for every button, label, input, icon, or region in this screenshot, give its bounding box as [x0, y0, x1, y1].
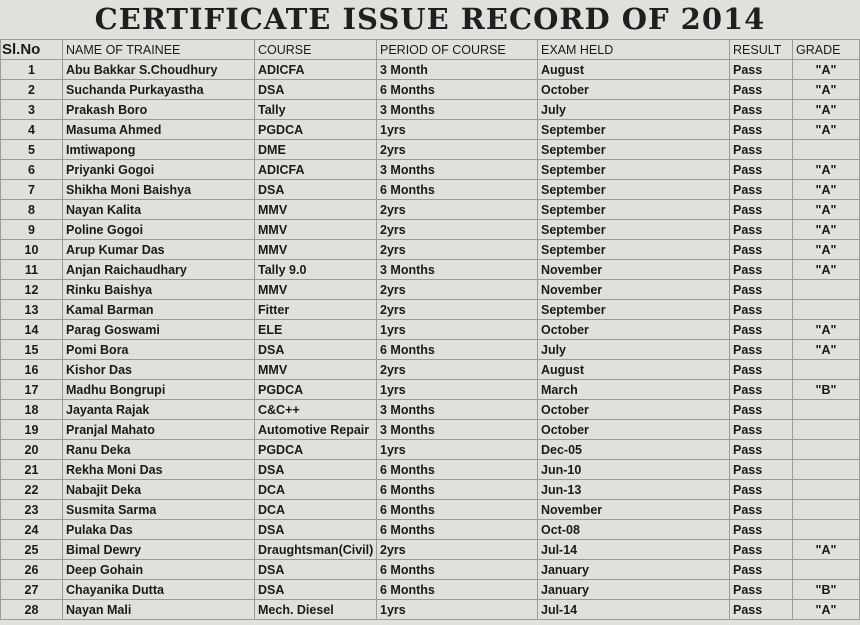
cell-exam-held: Dec-05: [538, 440, 730, 460]
cell-trainee-name: Nayan Kalita: [63, 200, 255, 220]
cell-period: 1yrs: [377, 120, 538, 140]
cell-exam-held: September: [538, 160, 730, 180]
cell-exam-held: September: [538, 140, 730, 160]
cell-course: Fitter: [255, 300, 377, 320]
cell-result: Pass: [730, 480, 793, 500]
cell-period: 2yrs: [377, 360, 538, 380]
cell-sl-no: 5: [1, 140, 63, 160]
cell-exam-held: November: [538, 260, 730, 280]
cell-course: MMV: [255, 240, 377, 260]
cell-period: 2yrs: [377, 300, 538, 320]
cell-course: DSA: [255, 560, 377, 580]
table-row: [1, 60, 860, 80]
table-row: [1, 200, 860, 220]
cell-course: DSA: [255, 580, 377, 600]
cell-sl-no: 17: [1, 380, 63, 400]
cell-result: Pass: [730, 440, 793, 460]
cell-trainee-name: Poline Gogoi: [63, 220, 255, 240]
table-row: [1, 420, 860, 440]
cell-sl-no: 1: [1, 60, 63, 80]
cell-result: Pass: [730, 120, 793, 140]
table-row: [1, 460, 860, 480]
table-row: [1, 80, 860, 100]
table-row: [1, 180, 860, 200]
cell-result: Pass: [730, 360, 793, 380]
cell-grade: "A": [793, 600, 860, 620]
cell-course: DSA: [255, 340, 377, 360]
table-row: [1, 360, 860, 380]
table-row: [1, 320, 860, 340]
cell-period: 6 Months: [377, 500, 538, 520]
cell-result: Pass: [730, 340, 793, 360]
cell-trainee-name: Anjan Raichaudhary: [63, 260, 255, 280]
cell-trainee-name: Masuma Ahmed: [63, 120, 255, 140]
header-row: [1, 40, 860, 60]
cell-result: Pass: [730, 180, 793, 200]
cell-trainee-name: Suchanda Purkayastha: [63, 80, 255, 100]
cell-trainee-name: Susmita Sarma: [63, 500, 255, 520]
cell-period: 1yrs: [377, 380, 538, 400]
cell-period: 6 Months: [377, 520, 538, 540]
table-row: [1, 600, 860, 620]
cell-grade: [793, 460, 860, 480]
cell-trainee-name: Nabajit Deka: [63, 480, 255, 500]
cell-sl-no: 16: [1, 360, 63, 380]
table-row: [1, 540, 860, 560]
cell-exam-held: Oct-08: [538, 520, 730, 540]
cell-grade: [793, 300, 860, 320]
cell-period: 1yrs: [377, 600, 538, 620]
cell-trainee-name: Deep Gohain: [63, 560, 255, 580]
cell-grade: "B": [793, 380, 860, 400]
cell-grade: [793, 140, 860, 160]
cell-grade: [793, 360, 860, 380]
cell-sl-no: 21: [1, 460, 63, 480]
cell-result: Pass: [730, 460, 793, 480]
cell-grade: "B": [793, 580, 860, 600]
cell-period: 2yrs: [377, 200, 538, 220]
cell-course: DSA: [255, 460, 377, 480]
certificate-table: [0, 39, 860, 620]
cell-sl-no: 6: [1, 160, 63, 180]
cell-sl-no: 24: [1, 520, 63, 540]
cell-trainee-name: Abu Bakkar S.Choudhury: [63, 60, 255, 80]
cell-course: DSA: [255, 80, 377, 100]
table-row: [1, 140, 860, 160]
cell-trainee-name: Jayanta Rajak: [63, 400, 255, 420]
cell-grade: [793, 280, 860, 300]
cell-course: MMV: [255, 280, 377, 300]
cell-trainee-name: Imtiwapong: [63, 140, 255, 160]
cell-grade: "A": [793, 200, 860, 220]
cell-exam-held: January: [538, 560, 730, 580]
cell-trainee-name: Shikha Moni Baishya: [63, 180, 255, 200]
cell-grade: "A": [793, 80, 860, 100]
cell-period: 3 Month: [377, 60, 538, 80]
cell-sl-no: 19: [1, 420, 63, 440]
cell-trainee-name: Bimal Dewry: [63, 540, 255, 560]
cell-trainee-name: Prakash Boro: [63, 100, 255, 120]
table-row: [1, 260, 860, 280]
table-row: [1, 480, 860, 500]
table-row: [1, 400, 860, 420]
cell-result: Pass: [730, 400, 793, 420]
cell-trainee-name: Nayan Mali: [63, 600, 255, 620]
cell-sl-no: 7: [1, 180, 63, 200]
cell-sl-no: 12: [1, 280, 63, 300]
cell-period: 1yrs: [377, 320, 538, 340]
cell-period: 6 Months: [377, 180, 538, 200]
cell-period: 2yrs: [377, 140, 538, 160]
cell-grade: "A": [793, 100, 860, 120]
cell-grade: [793, 440, 860, 460]
cell-course: ELE: [255, 320, 377, 340]
cell-period: 3 Months: [377, 420, 538, 440]
cell-result: Pass: [730, 220, 793, 240]
cell-period: 3 Months: [377, 100, 538, 120]
cell-period: 2yrs: [377, 240, 538, 260]
cell-exam-held: October: [538, 80, 730, 100]
cell-result: Pass: [730, 580, 793, 600]
cell-result: Pass: [730, 520, 793, 540]
cell-course: Draughtsman(Civil): [255, 540, 377, 560]
cell-grade: "A": [793, 220, 860, 240]
cell-trainee-name: Arup Kumar Das: [63, 240, 255, 260]
cell-exam-held: September: [538, 200, 730, 220]
cell-period: 6 Months: [377, 580, 538, 600]
cell-exam-held: October: [538, 320, 730, 340]
cell-trainee-name: Ranu Deka: [63, 440, 255, 460]
table-row: [1, 120, 860, 140]
cell-course: DSA: [255, 520, 377, 540]
cell-course: Automotive Repair: [255, 420, 377, 440]
cell-result: Pass: [730, 240, 793, 260]
cell-course: DME: [255, 140, 377, 160]
cell-result: Pass: [730, 160, 793, 180]
cell-exam-held: September: [538, 120, 730, 140]
cell-exam-held: September: [538, 180, 730, 200]
cell-grade: "A": [793, 180, 860, 200]
table-row: [1, 340, 860, 360]
cell-course: ADICFA: [255, 160, 377, 180]
cell-sl-no: 8: [1, 200, 63, 220]
header-exam: EXAM HELD: [538, 40, 730, 60]
cell-sl-no: 3: [1, 100, 63, 120]
cell-period: 3 Months: [377, 400, 538, 420]
cell-sl-no: 25: [1, 540, 63, 560]
cell-grade: "A": [793, 120, 860, 140]
cell-result: Pass: [730, 260, 793, 280]
page-title: CERTIFICATE ISSUE RECORD OF 2014: [94, 2, 766, 36]
cell-grade: "A": [793, 240, 860, 260]
cell-sl-no: 27: [1, 580, 63, 600]
cell-trainee-name: Pranjal Mahato: [63, 420, 255, 440]
cell-result: Pass: [730, 540, 793, 560]
cell-course: MMV: [255, 360, 377, 380]
cell-trainee-name: Pomi Bora: [63, 340, 255, 360]
table-row: [1, 440, 860, 460]
cell-grade: "A": [793, 340, 860, 360]
cell-result: Pass: [730, 600, 793, 620]
cell-course: DCA: [255, 480, 377, 500]
cell-grade: "A": [793, 260, 860, 280]
cell-sl-no: 9: [1, 220, 63, 240]
cell-exam-held: Jul-14: [538, 600, 730, 620]
table-row: [1, 240, 860, 260]
cell-grade: "A": [793, 160, 860, 180]
cell-trainee-name: Chayanika Dutta: [63, 580, 255, 600]
cell-grade: "A": [793, 320, 860, 340]
cell-exam-held: July: [538, 340, 730, 360]
cell-trainee-name: Madhu Bongrupi: [63, 380, 255, 400]
cell-exam-held: August: [538, 360, 730, 380]
table-row: [1, 520, 860, 540]
header-result: RESULT: [730, 40, 793, 60]
cell-trainee-name: Rekha Moni Das: [63, 460, 255, 480]
cell-grade: "A": [793, 540, 860, 560]
cell-sl-no: 10: [1, 240, 63, 260]
cell-result: Pass: [730, 60, 793, 80]
cell-period: 6 Months: [377, 80, 538, 100]
cell-exam-held: Jun-10: [538, 460, 730, 480]
cell-sl-no: 4: [1, 120, 63, 140]
table-row: [1, 100, 860, 120]
cell-result: Pass: [730, 560, 793, 580]
cell-sl-no: 26: [1, 560, 63, 580]
cell-grade: [793, 520, 860, 540]
cell-trainee-name: Kishor Das: [63, 360, 255, 380]
table-row: [1, 280, 860, 300]
header-course: COURSE: [255, 40, 377, 60]
cell-course: Tally 9.0: [255, 260, 377, 280]
cell-period: 1yrs: [377, 440, 538, 460]
cell-sl-no: 15: [1, 340, 63, 360]
cell-result: Pass: [730, 420, 793, 440]
cell-period: 6 Months: [377, 340, 538, 360]
cell-result: Pass: [730, 100, 793, 120]
cell-grade: [793, 400, 860, 420]
cell-result: Pass: [730, 380, 793, 400]
table-row: [1, 300, 860, 320]
cell-period: 2yrs: [377, 220, 538, 240]
cell-period: 6 Months: [377, 460, 538, 480]
cell-exam-held: July: [538, 100, 730, 120]
cell-exam-held: August: [538, 60, 730, 80]
cell-exam-held: January: [538, 580, 730, 600]
cell-course: PGDCA: [255, 380, 377, 400]
table-row: [1, 160, 860, 180]
cell-exam-held: September: [538, 240, 730, 260]
cell-exam-held: October: [538, 420, 730, 440]
cell-course: MMV: [255, 200, 377, 220]
cell-result: Pass: [730, 500, 793, 520]
cell-sl-no: 22: [1, 480, 63, 500]
cell-exam-held: September: [538, 220, 730, 240]
cell-exam-held: October: [538, 400, 730, 420]
cell-course: MMV: [255, 220, 377, 240]
header-period: PERIOD OF COURSE: [377, 40, 538, 60]
cell-sl-no: 20: [1, 440, 63, 460]
cell-period: 2yrs: [377, 540, 538, 560]
cell-exam-held: March: [538, 380, 730, 400]
cell-period: 6 Months: [377, 560, 538, 580]
cell-course: PGDCA: [255, 440, 377, 460]
cell-exam-held: Jun-13: [538, 480, 730, 500]
cell-course: DSA: [255, 180, 377, 200]
cell-grade: [793, 560, 860, 580]
table-row: [1, 500, 860, 520]
header-grade: GRADE: [793, 40, 860, 60]
cell-course: Mech. Diesel: [255, 600, 377, 620]
cell-period: 6 Months: [377, 480, 538, 500]
cell-period: 3 Months: [377, 160, 538, 180]
cell-exam-held: September: [538, 300, 730, 320]
cell-exam-held: November: [538, 280, 730, 300]
cell-course: ADICFA: [255, 60, 377, 80]
table-row: [1, 220, 860, 240]
cell-course: C&C++: [255, 400, 377, 420]
cell-course: Tally: [255, 100, 377, 120]
cell-sl-no: 18: [1, 400, 63, 420]
cell-result: Pass: [730, 320, 793, 340]
cell-exam-held: November: [538, 500, 730, 520]
cell-sl-no: 13: [1, 300, 63, 320]
cell-result: Pass: [730, 140, 793, 160]
header-sl-no: Sl.No: [1, 40, 63, 60]
cell-result: Pass: [730, 200, 793, 220]
cell-sl-no: 14: [1, 320, 63, 340]
header-name: NAME OF TRAINEE: [63, 40, 255, 60]
cell-sl-no: 23: [1, 500, 63, 520]
cell-exam-held: Jul-14: [538, 540, 730, 560]
cell-result: Pass: [730, 300, 793, 320]
cell-trainee-name: Kamal Barman: [63, 300, 255, 320]
cell-grade: [793, 500, 860, 520]
cell-sl-no: 11: [1, 260, 63, 280]
cell-period: 2yrs: [377, 280, 538, 300]
cell-course: PGDCA: [255, 120, 377, 140]
cell-course: DCA: [255, 500, 377, 520]
table-row: [1, 580, 860, 600]
cell-grade: [793, 480, 860, 500]
cell-trainee-name: Pulaka Das: [63, 520, 255, 540]
cell-trainee-name: Priyanki Gogoi: [63, 160, 255, 180]
cell-period: 3 Months: [377, 260, 538, 280]
cell-sl-no: 28: [1, 600, 63, 620]
table-row: [1, 560, 860, 580]
cell-result: Pass: [730, 80, 793, 100]
cell-sl-no: 2: [1, 80, 63, 100]
cell-result: Pass: [730, 280, 793, 300]
table-row: [1, 380, 860, 400]
cell-trainee-name: Parag Goswami: [63, 320, 255, 340]
cell-grade: "A": [793, 60, 860, 80]
cell-grade: [793, 420, 860, 440]
cell-trainee-name: Rinku Baishya: [63, 280, 255, 300]
